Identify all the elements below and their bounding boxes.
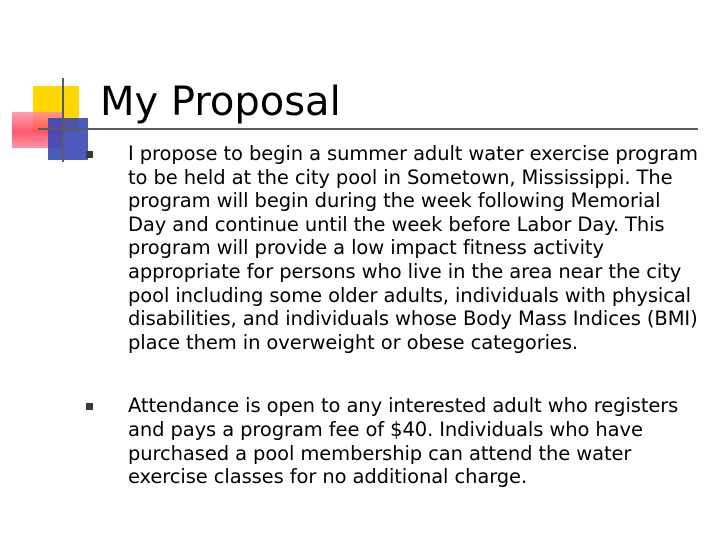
bullet-text: I propose to begin a summer adult water exercise program to be held at the city pool in Sometown, Mississippi. The program will begin during the week following Memorial Day and continue until the week before Labor Day. This program will provide a low impact fitness activity appropriate for persons who live in the area near the city pool including some older adults, individuals with physical disabilities, and individuals whose Body Mass Indices (BMI) place them in overweight or obese categories. (128, 142, 698, 354)
bullet-text: Attendance is open to any interested adult who registers and pays a program fee of $40. Individuals who have purchased a pool membership can attend the water exercise classes for no additional charge. (128, 394, 679, 489)
horizontal-rule (38, 128, 698, 130)
square-bullet-icon (86, 151, 93, 158)
vertical-rule (62, 78, 64, 162)
bullet-list (84, 142, 704, 489)
square-bullet-icon (86, 403, 93, 410)
blue-square-decoration (48, 118, 88, 160)
bullet-item (84, 394, 704, 488)
bullet-item (84, 142, 704, 354)
slide-title: My Proposal (100, 79, 341, 125)
